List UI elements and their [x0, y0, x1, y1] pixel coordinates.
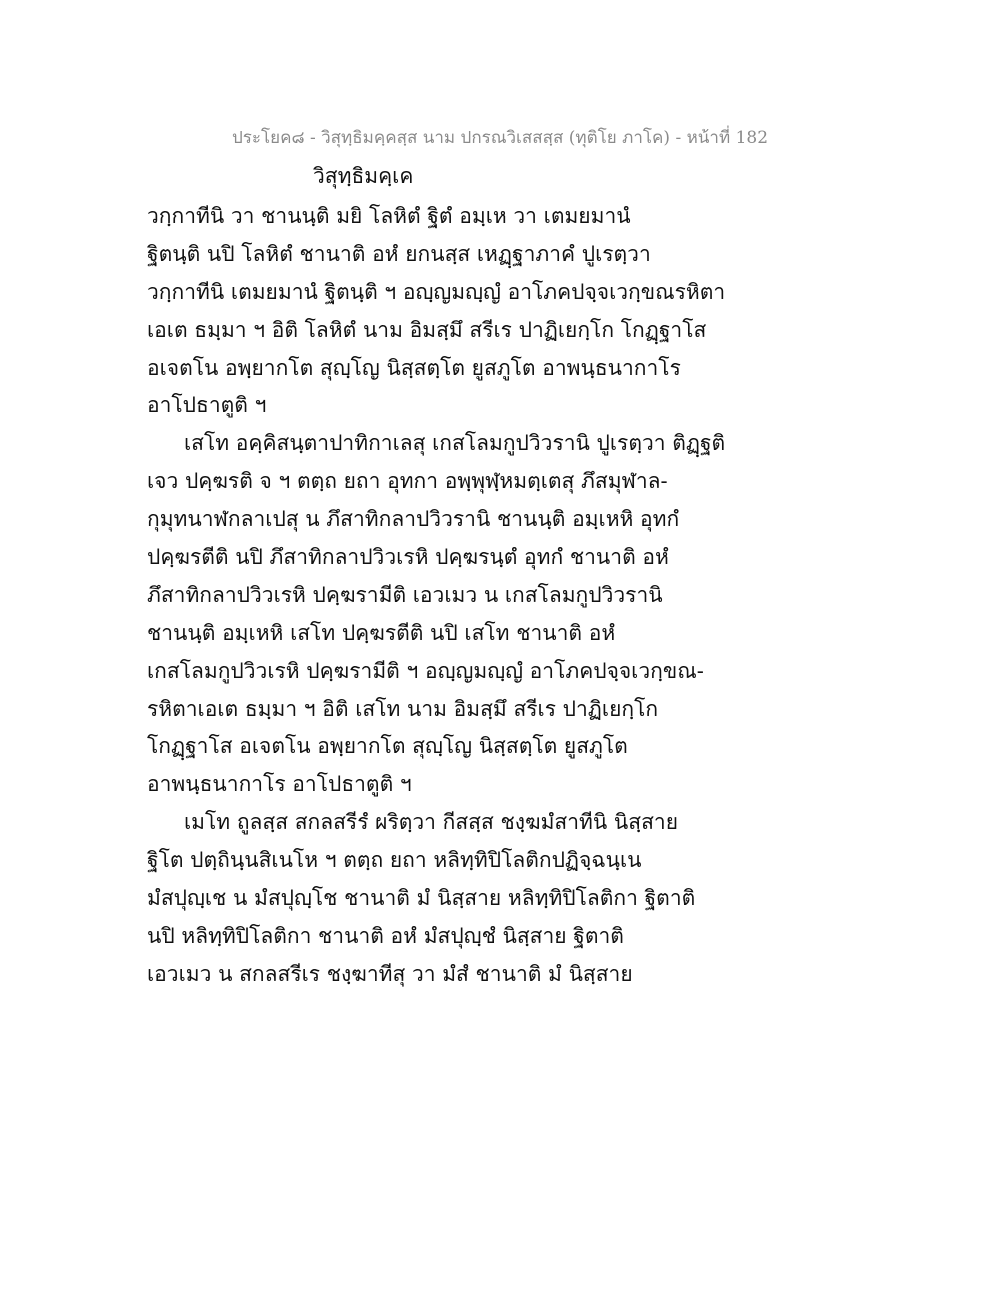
text-line: อเจตโน อพฺยากโต สุญฺโญ นิสฺสตฺโต ยูสภูโต อาพนฺธนากาโร	[147, 355, 681, 380]
body-text	[147, 198, 867, 994]
text-line: อาพนฺธนากาโร อาโปธาตูติ ฯ	[147, 772, 412, 797]
paragraph-start-line: เมโท ถูลสฺส สกลสรีรํ ผริตฺวา กีสสฺส ชงฺฆมํสาทีนิ นิสฺสาย	[184, 810, 678, 835]
text-line: โกฏฺฐาโส อเจตโน อพฺยากโต สุญฺโญ นิสฺสตฺโต ยูสภูโต	[147, 734, 628, 759]
text-line: กุมุทนาฬกลาเปสุ น ภึสาทิกลาปวิวรานิ ชานนฺติ อมฺเหหิ อุทกํ	[147, 507, 680, 532]
text-line: ภึสาทิกลาปวิวเรหิ ปคฺฆรามีติ เอวเมว น เกสโลมกูปวิวรานิ	[147, 582, 663, 607]
paragraph-start-line: เสโท อคฺคิสนฺตาปาทิกาเลสุ เกสโลมกูปวิวรานิ ปูเรตฺวา ติฏฺฐติ	[184, 431, 726, 456]
text-line: เอวเมว น สกลสรีเร ชงฺฆาทีสุ วา มํสํ ชานาติ มํ นิสฺสาย	[147, 961, 633, 986]
text-line: เจว ปคฺฆรติ จ ฯ ตตฺถ ยถา อุทกา อพฺพุฬฺหมตฺเตสุ ภึสมุฬาล-	[147, 469, 668, 494]
running-header-text: ประโยค๘ - วิสุทฺธิมคฺคสฺส นาม ปกรณวิเสสสฺส (ทุติโย ภาโค) - หน้าที่ 182	[231, 128, 769, 148]
text-line: ฐิโต ปตฺถินฺนสิเนโห ฯ ตตฺถ ยถา หลิทฺทิปิโลติกปฏิจฺฉนฺเน	[147, 848, 642, 873]
text-line: อาโปธาตูติ ฯ	[147, 393, 267, 418]
text-line: วกฺกาทีนิ เตมยมานํ ฐิตนฺติ ฯ อญฺญมญฺญํ อาโภคปจฺจเวกฺขณรหิตา	[147, 279, 726, 304]
text-line: ฐิตนฺติ นปิ โลหิตํ ชานาติ อหํ ยกนสฺส เหฏฺฐาภาคํ ปูเรตฺวา	[147, 241, 651, 266]
text-line: ชานนฺติ อมฺเหหิ เสโท ปคฺฆรตีติ นปิ เสโท ชานาติ อหํ	[147, 620, 616, 645]
book-title: วิสุทฺธิมคฺเค	[313, 164, 414, 188]
text-line: รหิตาเอเต ธมฺมา ฯ อิติ เสโท นาม อิมสฺมึ สรีเร ปาฏิเยกฺโก	[147, 696, 659, 721]
text-line: ปคฺฆรตีติ นปิ ภึสาทิกลาปวิวเรหิ ปคฺฆรนฺตํ อุทกํ ชานาติ อหํ	[147, 545, 669, 570]
running-header	[0, 124, 1000, 151]
text-line: เอเต ธมฺมา ฯ อิติ โลหิตํ นาม อิมสฺมึ สรีเร ปาฏิเยกฺโก โกฏฺฐาโส	[147, 317, 707, 342]
text-line: นปิ หลิทฺทิปิโลติกา ชานาติ อหํ มํสปุญฺชํ นิสฺสาย ฐิตาติ	[147, 923, 624, 948]
text-line: มํสปุญฺเช น มํสปุญฺโช ชานาติ มํ นิสฺสาย หลิทฺทิปิโลติกา ฐิตาติ	[147, 886, 696, 911]
text-line: เกสโลมกูปวิวเรหิ ปคฺฆรามีติ ฯ อญฺญมญฺญํ อาโภคปจฺจเวกฺขณ-	[147, 658, 704, 683]
text-line: วกฺกาทีนิ วา ชานนฺติ มยิ โลหิตํ ฐิตํ อมฺเห วา เตมยมานํ	[147, 204, 631, 228]
